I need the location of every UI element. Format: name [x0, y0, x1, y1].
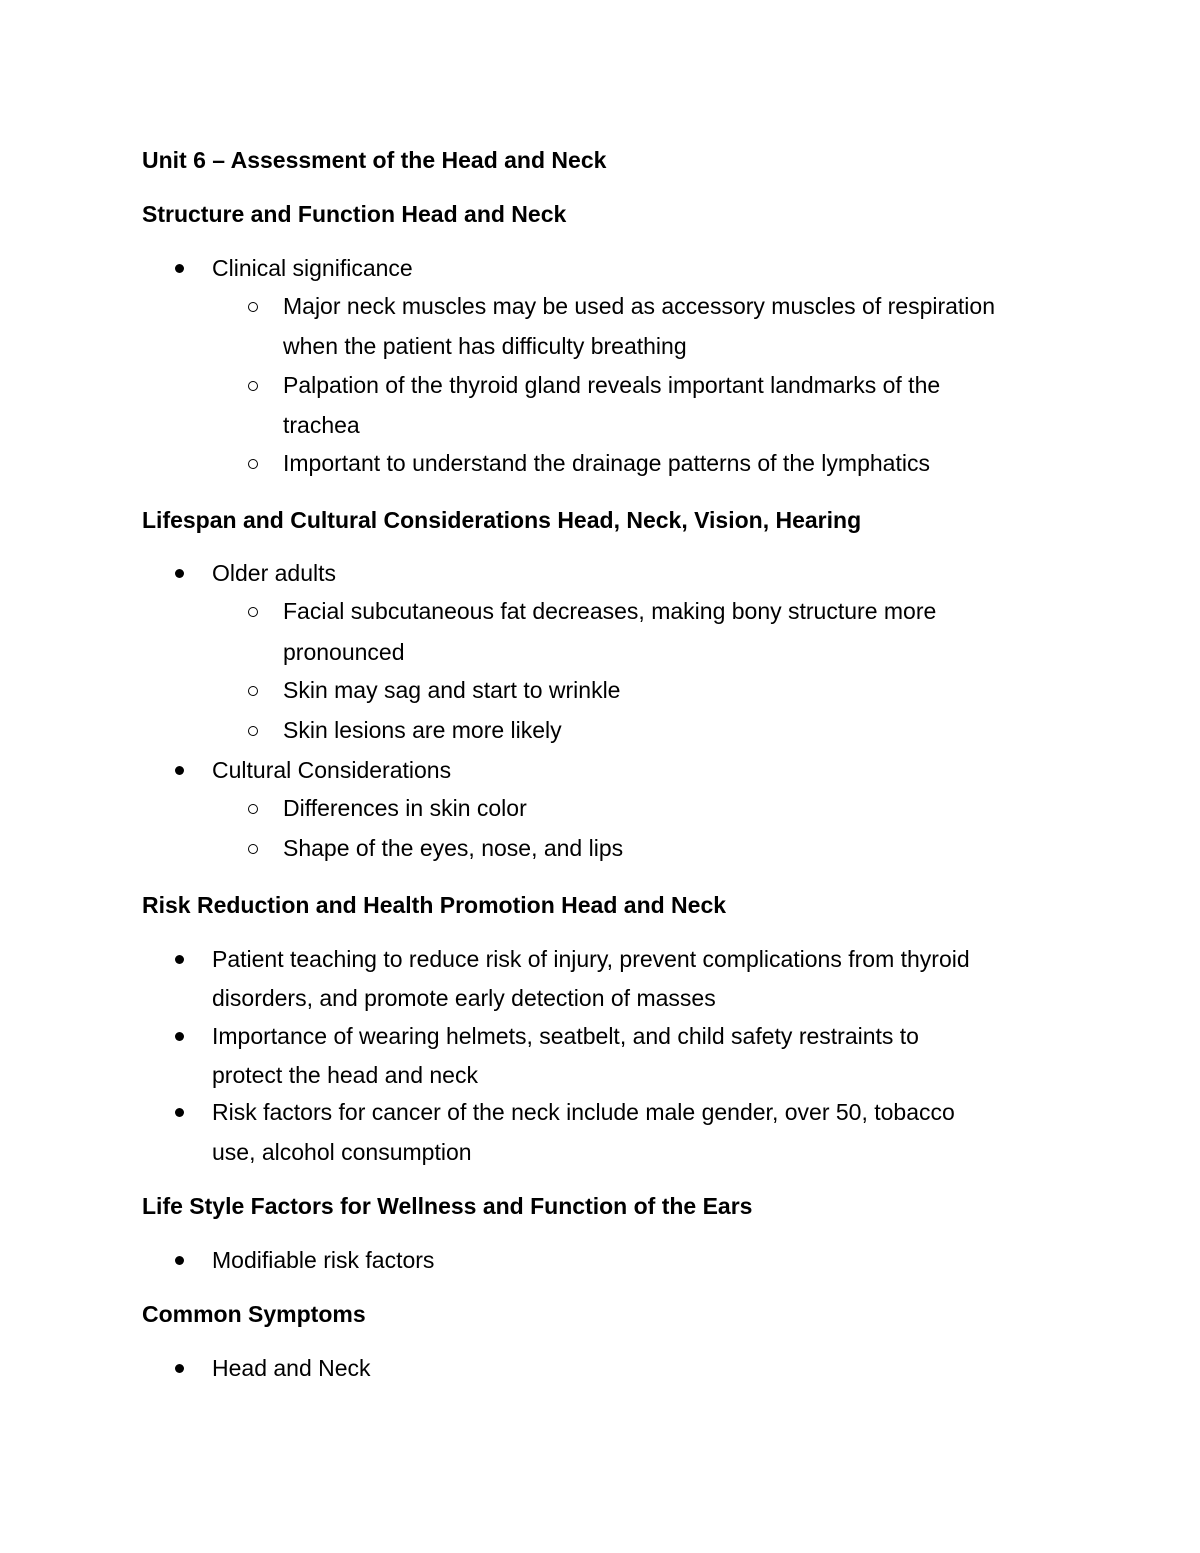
bullet-icon — [175, 264, 184, 273]
list-item: Cultural Considerations — [212, 757, 452, 783]
sub-list-item-continued: when the patient has difficulty breathing — [283, 333, 687, 359]
sub-bullet-icon — [248, 686, 258, 696]
sub-bullet-icon — [248, 804, 258, 814]
list-item-continued: protect the head and neck — [212, 1062, 478, 1088]
section-heading-structure-function: Structure and Function Head and Neck — [142, 201, 567, 227]
bullet-icon — [175, 1364, 184, 1373]
list-item: Patient teaching to reduce risk of injury, prevent complications from thyroid — [212, 946, 970, 972]
list-item: Importance of wearing helmets, seatbelt, and child safety restraints to — [212, 1023, 919, 1049]
sub-bullet-icon — [248, 607, 258, 617]
section-heading-risk-reduction: Risk Reduction and Health Promotion Head and Neck — [142, 892, 727, 918]
list-item: Risk factors for cancer of the neck include male gender, over 50, tobacco — [212, 1099, 955, 1125]
list-item-continued: use, alcohol consumption — [212, 1139, 472, 1165]
sub-bullet-icon — [248, 381, 258, 391]
document-title: Unit 6 – Assessment of the Head and Neck — [142, 147, 607, 173]
bullet-icon — [175, 569, 184, 578]
bullet-icon — [175, 1256, 184, 1265]
sub-list-item: Skin may sag and start to wrinkle — [283, 677, 621, 703]
list-item: Older adults — [212, 560, 337, 586]
list-item: Clinical significance — [212, 255, 413, 281]
bullet-icon — [175, 766, 184, 775]
sub-list-item-continued: pronounced — [283, 639, 405, 665]
list-item-continued: disorders, and promote early detection of masses — [212, 985, 716, 1011]
bullet-icon — [175, 1108, 184, 1117]
bullet-icon — [175, 955, 184, 964]
sub-list-item: Skin lesions are more likely — [283, 717, 562, 743]
list-item: Head and Neck — [212, 1355, 371, 1381]
sub-list-item: Major neck muscles may be used as accessory muscles of respiration — [283, 293, 996, 319]
section-heading-lifespan-cultural: Lifespan and Cultural Considerations Head, Neck, Vision, Hearing — [142, 507, 862, 533]
sub-list-item-continued: trachea — [283, 412, 360, 438]
list-item: Modifiable risk factors — [212, 1247, 435, 1273]
sub-list-item: Facial subcutaneous fat decreases, making bony structure more — [283, 598, 937, 624]
sub-list-item: Shape of the eyes, nose, and lips — [283, 835, 624, 861]
section-heading-life-style: Life Style Factors for Wellness and Function of the Ears — [142, 1193, 753, 1219]
sub-bullet-icon — [248, 302, 258, 312]
sub-bullet-icon — [248, 726, 258, 736]
bullet-icon — [175, 1032, 184, 1041]
sub-bullet-icon — [248, 459, 258, 469]
sub-list-item: Differences in skin color — [283, 795, 527, 821]
sub-list-item: Palpation of the thyroid gland reveals important landmarks of the — [283, 372, 941, 398]
sub-bullet-icon — [248, 844, 258, 854]
section-heading-common-symptoms: Common Symptoms — [142, 1301, 366, 1327]
sub-list-item: Important to understand the drainage patterns of the lymphatics — [283, 450, 930, 476]
